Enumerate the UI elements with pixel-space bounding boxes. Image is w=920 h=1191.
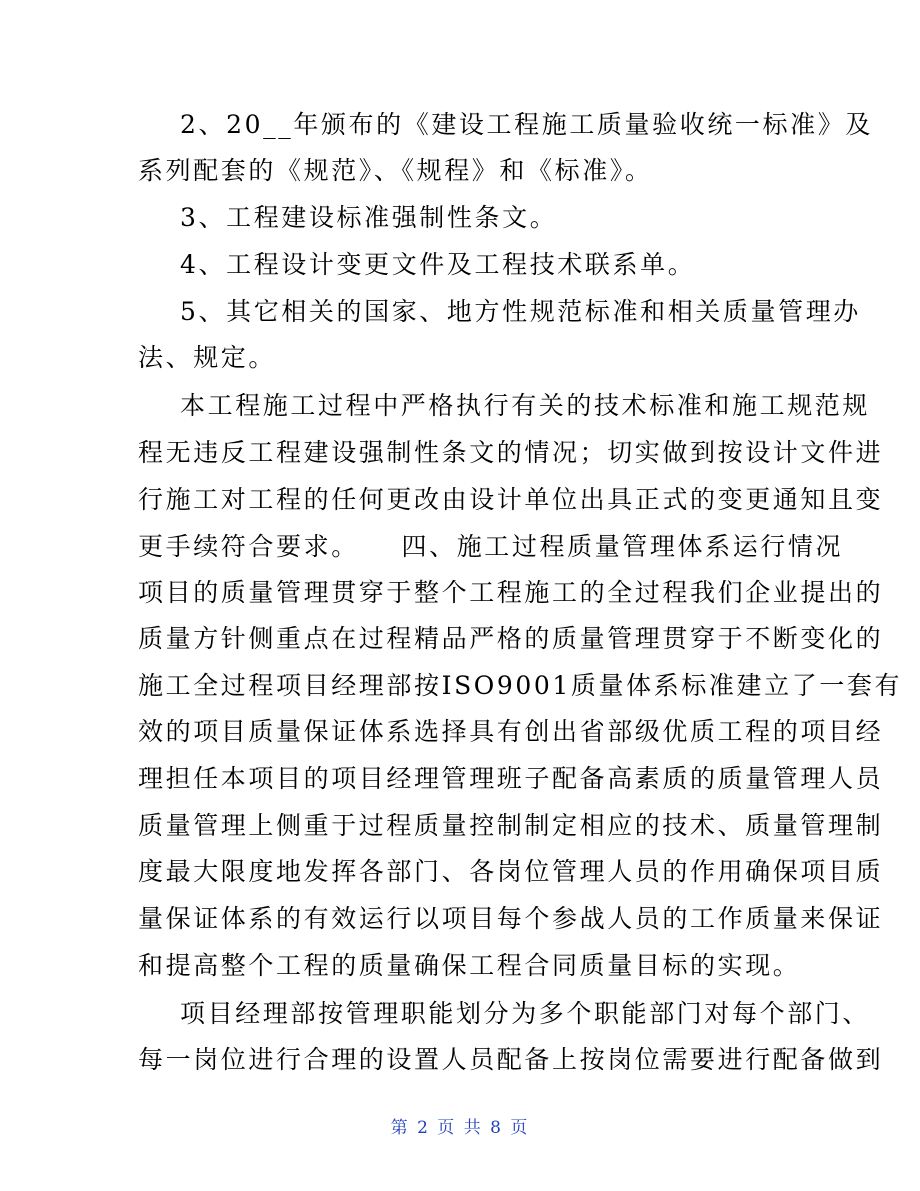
page-number-footer: 第 2 页 共 8 页 [390, 1118, 530, 1138]
paragraph-line: 5、其它相关的国家、地方性规范标准和相关质量管理办 [180, 297, 861, 326]
paragraph-line: 质量方针侧重点在过程精品严格的质量管理贯穿于不断变化的 [138, 624, 884, 653]
paragraph-line: 度最大限度地发挥各部门、各岗位管理人员的作用确保项目质 [138, 857, 884, 886]
paragraph-line: 效的项目质量保证体系选择具有创出省部级优质工程的项目经 [138, 717, 884, 746]
paragraph-line: 行施工对工程的任何更改由设计单位出具正式的变更通知且变 [138, 485, 884, 514]
paragraph-line: 2、20__年颁布的《建设工程施工质量验收统一标准》及 [180, 110, 873, 139]
paragraph-line: 法、规定。 [138, 343, 277, 372]
paragraph-line: 和提高整个工程的质量确保工程合同质量目标的实现。 [138, 951, 801, 980]
paragraph-line: 更手续符合要求。 四、施工过程质量管理体系运行情况 [138, 532, 844, 561]
paragraph-line: 程无违反工程建设强制性条文的情况；切实做到按设计文件进 [138, 438, 884, 467]
paragraph-line: 每一岗位进行合理的设置人员配备上按岗位需要进行配备做到 [138, 1045, 884, 1074]
paragraph-line: 系列配套的《规范》、《规程》和《标准》。 [138, 156, 653, 185]
paragraph-line: 本工程施工过程中严格执行有关的技术标准和施工规范规 [180, 391, 871, 420]
paragraph-line: 量保证体系的有效运行以项目每个参战人员的工作质量来保证 [138, 904, 884, 933]
paragraph-line: 4、工程设计变更文件及工程技术联系单。 [180, 250, 696, 279]
paragraph-line: 3、工程建设标准强制性条文。 [180, 203, 558, 232]
paragraph-line: 理担任本项目的项目经理管理班子配备高素质的质量管理人员 [138, 764, 884, 793]
paragraph-line: 质量管理上侧重于过程质量控制制定相应的技术、质量管理制 [138, 811, 884, 840]
paragraph-line: 项目的质量管理贯穿于整个工程施工的全过程我们企业提出的 [138, 578, 884, 607]
paragraph-line: 项目经理部按管理职能划分为多个职能部门对每个部门、 [180, 999, 871, 1028]
paragraph-line: 施工全过程项目经理部按ISO9001质量体系标准建立了一套有 [138, 671, 903, 700]
